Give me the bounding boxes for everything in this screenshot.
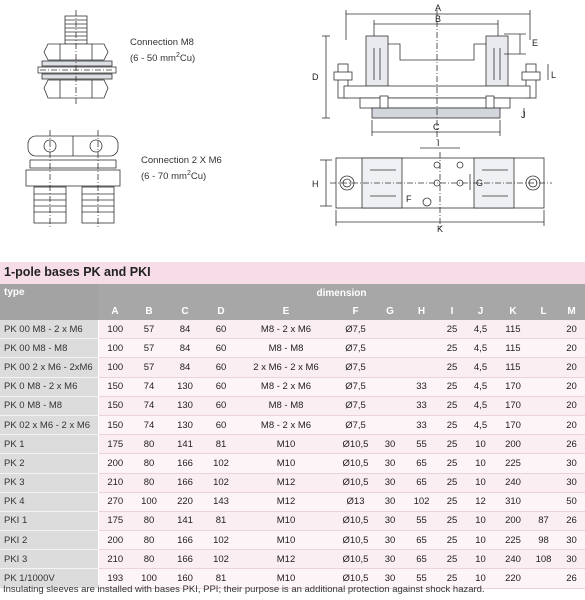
dim-letter-g: G [476,178,484,188]
table-title: 1-pole bases PK and PKI [4,265,151,279]
cell-m: 20 [558,320,585,339]
cell-f: Ø10,5 [334,511,377,530]
cell-f: Ø7,5 [334,339,377,358]
cell-h: 65 [403,531,440,550]
cell-h [403,339,440,358]
type-column-header: type [0,284,98,320]
cell-k: 200 [497,435,529,454]
cell-h: 33 [403,377,440,396]
cell-k: 225 [497,454,529,473]
cell-g [377,377,403,396]
dim-letter-d: D [312,72,319,82]
table-row [0,396,585,415]
cell-g: 30 [377,473,403,492]
cell-l [529,569,558,588]
cell-a: 100 [98,358,132,377]
table-row [0,435,585,454]
cell-d: 81 [204,569,238,588]
cell-h: 33 [403,396,440,415]
cell-c: 166 [166,454,204,473]
cell-m: 20 [558,339,585,358]
cell-b: 74 [132,415,166,434]
cell-h: 55 [403,511,440,530]
cell-k: 240 [497,550,529,569]
cell-f: Ø13 [334,492,377,511]
cell-h: 102 [403,492,440,511]
cell-c: 166 [166,531,204,550]
cell-e: M8 - 2 x M6 [238,415,334,434]
table-row [0,320,585,339]
cell-i: 25 [440,492,464,511]
cell-l [529,415,558,434]
cell-j: 4,5 [464,320,497,339]
table-row [0,511,585,530]
cell-b: 80 [132,511,166,530]
cell-i: 25 [440,454,464,473]
cell-a: 175 [98,511,132,530]
cell-e: M12 [238,492,334,511]
column-header-i: I [440,302,464,320]
cell-h: 65 [403,550,440,569]
cell-a: 270 [98,492,132,511]
cell-d: 102 [204,473,238,492]
cell-j: 12 [464,492,497,511]
dimension-table [0,284,585,589]
cell-a: 150 [98,396,132,415]
cell-f: Ø7,5 [334,415,377,434]
cell-c: 130 [166,396,204,415]
cell-c: 130 [166,377,204,396]
dim-letter-e: E [532,38,539,48]
cell-g [377,358,403,377]
cell-h: 33 [403,415,440,434]
column-header-a: A [98,302,132,320]
cell-e: M8 - 2 x M6 [238,377,334,396]
type-cell: PK 3 [0,473,98,492]
cell-b: 80 [132,454,166,473]
cell-f: Ø10,5 [334,454,377,473]
cell-f: Ø7,5 [334,358,377,377]
cell-b: 74 [132,377,166,396]
cell-k: 220 [497,569,529,588]
dim-letter-l: L [551,70,557,80]
type-cell: PK 00 2 x M6 - 2xM6 [0,358,98,377]
table-row [0,339,585,358]
table-row [0,454,585,473]
cell-d: 60 [204,320,238,339]
dim-letter-f: F [406,194,412,204]
cell-j: 10 [464,435,497,454]
cell-c: 141 [166,435,204,454]
cell-f: Ø10,5 [334,531,377,550]
dim-letter-a: A [435,3,442,13]
cell-e: M12 [238,473,334,492]
footnote: Insulating sleeves are installed with bases PKI, PPI; their purpose is an additional protection against shock hazard. [3,584,485,595]
cell-c: 84 [166,339,204,358]
type-cell: PK 0 M8 - 2 x M6 [0,377,98,396]
m6-connection-label [141,154,222,183]
column-header-e: E [238,302,334,320]
cell-h: 55 [403,435,440,454]
cell-b: 74 [132,396,166,415]
cell-i: 25 [440,339,464,358]
cell-j: 10 [464,531,497,550]
cell-a: 150 [98,415,132,434]
cell-l [529,396,558,415]
column-header-j: J [464,302,497,320]
type-cell: PK 1/1000V [0,569,98,588]
m6-connection-line1: Connection 2 X M6 [141,155,222,166]
cell-a: 210 [98,550,132,569]
cell-f: Ø10,5 [334,569,377,588]
dim-letter-c: C [433,122,440,132]
cell-g: 30 [377,492,403,511]
dim-letter-k: K [437,224,444,234]
column-header-d: D [204,302,238,320]
cell-i: 25 [440,531,464,550]
cell-f: Ø7,5 [334,396,377,415]
table-row [0,550,585,569]
cell-h [403,358,440,377]
cell-m: 30 [558,550,585,569]
cell-k: 115 [497,339,529,358]
dim-letter-i: I [437,138,440,148]
cell-c: 84 [166,358,204,377]
cell-j: 4,5 [464,358,497,377]
type-cell: PKI 2 [0,531,98,550]
cell-j: 10 [464,454,497,473]
cell-c: 166 [166,473,204,492]
cell-k: 310 [497,492,529,511]
cell-c: 141 [166,511,204,530]
cell-j: 10 [464,473,497,492]
cell-i: 25 [440,396,464,415]
cell-e: M8 - M8 [238,396,334,415]
cell-g [377,320,403,339]
cell-h: 65 [403,454,440,473]
cell-i: 25 [440,358,464,377]
table-row [0,415,585,434]
table-row [0,492,585,511]
cell-d: 60 [204,339,238,358]
cell-e: M8 - 2 x M6 [238,320,334,339]
cell-f: Ø10,5 [334,435,377,454]
cell-m: 30 [558,531,585,550]
cell-a: 100 [98,320,132,339]
cell-b: 57 [132,339,166,358]
cell-m: 26 [558,435,585,454]
cell-i: 25 [440,377,464,396]
cell-d: 102 [204,454,238,473]
cell-e: M10 [238,511,334,530]
cell-d: 60 [204,377,238,396]
top-view-drawing [320,148,552,230]
m8-connection-label [130,36,195,65]
cell-j: 10 [464,511,497,530]
type-cell: PK 00 M8 - 2 x M6 [0,320,98,339]
cell-b: 100 [132,569,166,588]
dimension-header: dimension [98,284,585,302]
cell-m: 20 [558,396,585,415]
table-row [0,531,585,550]
type-cell: PK 02 x M6 - 2 x M6 [0,415,98,434]
cell-k: 240 [497,473,529,492]
cell-g [377,339,403,358]
type-cell: PKI 3 [0,550,98,569]
cell-l: 87 [529,511,558,530]
cell-f: Ø7,5 [334,377,377,396]
cell-m: 20 [558,377,585,396]
table-row [0,358,585,377]
column-header-f: F [334,302,377,320]
dim-letter-b: B [435,14,442,24]
m8-connection-line2: (6 - 50 $mm^2Cu$) [130,52,196,65]
cell-b: 80 [132,550,166,569]
cell-g [377,396,403,415]
cell-l [529,435,558,454]
cell-k: 115 [497,358,529,377]
cell-f: Ø10,5 [334,550,377,569]
column-header-b: B [132,302,166,320]
cell-a: 210 [98,473,132,492]
cell-l [529,358,558,377]
cell-m: 30 [558,473,585,492]
cell-b: 80 [132,473,166,492]
cell-m: 50 [558,492,585,511]
cell-c: 160 [166,569,204,588]
cell-a: 200 [98,531,132,550]
cell-l: 98 [529,531,558,550]
m6-connection-drawing [26,130,120,228]
cell-h: 55 [403,569,440,588]
cell-g: 30 [377,454,403,473]
cell-k: 170 [497,415,529,434]
cell-i: 25 [440,550,464,569]
cell-m: 20 [558,415,585,434]
cell-g [377,415,403,434]
cell-d: 60 [204,396,238,415]
cell-m: 20 [558,358,585,377]
column-header-c: C [166,302,204,320]
side-view-drawing [322,10,548,140]
cell-d: 102 [204,550,238,569]
cell-k: 170 [497,396,529,415]
column-header-k: K [497,302,529,320]
cell-m: 26 [558,511,585,530]
cell-m: 26 [558,569,585,588]
m8-connection-line1: Connection M8 [130,37,194,48]
cell-i: 25 [440,320,464,339]
cell-e: M10 [238,531,334,550]
cell-a: 100 [98,339,132,358]
cell-j: 10 [464,569,497,588]
cell-c: 130 [166,415,204,434]
cell-m: 30 [558,454,585,473]
m8-connection-drawing [38,10,116,104]
cell-e: 2 x M6 - 2 x M6 [238,358,334,377]
cell-l [529,339,558,358]
cell-j: 4,5 [464,396,497,415]
cell-i: 25 [440,569,464,588]
cell-a: 200 [98,454,132,473]
cell-i: 25 [440,435,464,454]
cell-f: Ø10,5 [334,473,377,492]
column-header-l: L [529,302,558,320]
cell-e: M8 - M8 [238,339,334,358]
cell-j: 4,5 [464,377,497,396]
cell-g: 30 [377,569,403,588]
cell-i: 25 [440,473,464,492]
cell-g: 30 [377,511,403,530]
cell-a: 150 [98,377,132,396]
type-cell: PK 0 M8 - M8 [0,396,98,415]
cell-b: 57 [132,358,166,377]
cell-b: 100 [132,492,166,511]
cell-c: 166 [166,550,204,569]
cell-l: 108 [529,550,558,569]
cell-d: 102 [204,531,238,550]
cell-e: M10 [238,454,334,473]
table-title-bar [0,262,585,285]
cell-l [529,492,558,511]
cell-d: 143 [204,492,238,511]
type-cell: PK 2 [0,454,98,473]
cell-h [403,320,440,339]
cell-e: M10 [238,435,334,454]
cell-g: 30 [377,550,403,569]
column-header-m: M [558,302,585,320]
cell-d: 60 [204,415,238,434]
cell-i: 25 [440,511,464,530]
cell-b: 57 [132,320,166,339]
column-header-h: H [403,302,440,320]
cell-j: 10 [464,550,497,569]
cell-j: 4,5 [464,339,497,358]
dim-letter-h: H [312,179,319,189]
table-row [0,377,585,396]
type-cell: PK 1 [0,435,98,454]
cell-b: 80 [132,531,166,550]
cell-c: 84 [166,320,204,339]
cell-i: 25 [440,415,464,434]
type-cell: PK 00 M8 - M8 [0,339,98,358]
cell-k: 115 [497,320,529,339]
cell-g: 30 [377,531,403,550]
cell-b: 80 [132,435,166,454]
cell-l [529,454,558,473]
cell-d: 60 [204,358,238,377]
cell-l [529,473,558,492]
cell-e: M10 [238,569,334,588]
type-cell: PK 4 [0,492,98,511]
cell-k: 170 [497,377,529,396]
cell-l [529,320,558,339]
cell-l [529,377,558,396]
cell-e: M12 [238,550,334,569]
cell-a: 175 [98,435,132,454]
cell-j: 4,5 [464,415,497,434]
table-row [0,473,585,492]
technical-drawings [0,0,585,260]
cell-g: 30 [377,435,403,454]
m6-connection-line2: (6 - 70 $mm^2Cu$) [141,170,207,183]
cell-k: 200 [497,511,529,530]
type-cell: PKI 1 [0,511,98,530]
cell-d: 81 [204,511,238,530]
dim-letter-j: J [521,110,526,120]
cell-d: 81 [204,435,238,454]
column-header-g: G [377,302,403,320]
cell-c: 220 [166,492,204,511]
cell-f: Ø7,5 [334,320,377,339]
cell-k: 225 [497,531,529,550]
cell-a: 193 [98,569,132,588]
cell-h: 65 [403,473,440,492]
